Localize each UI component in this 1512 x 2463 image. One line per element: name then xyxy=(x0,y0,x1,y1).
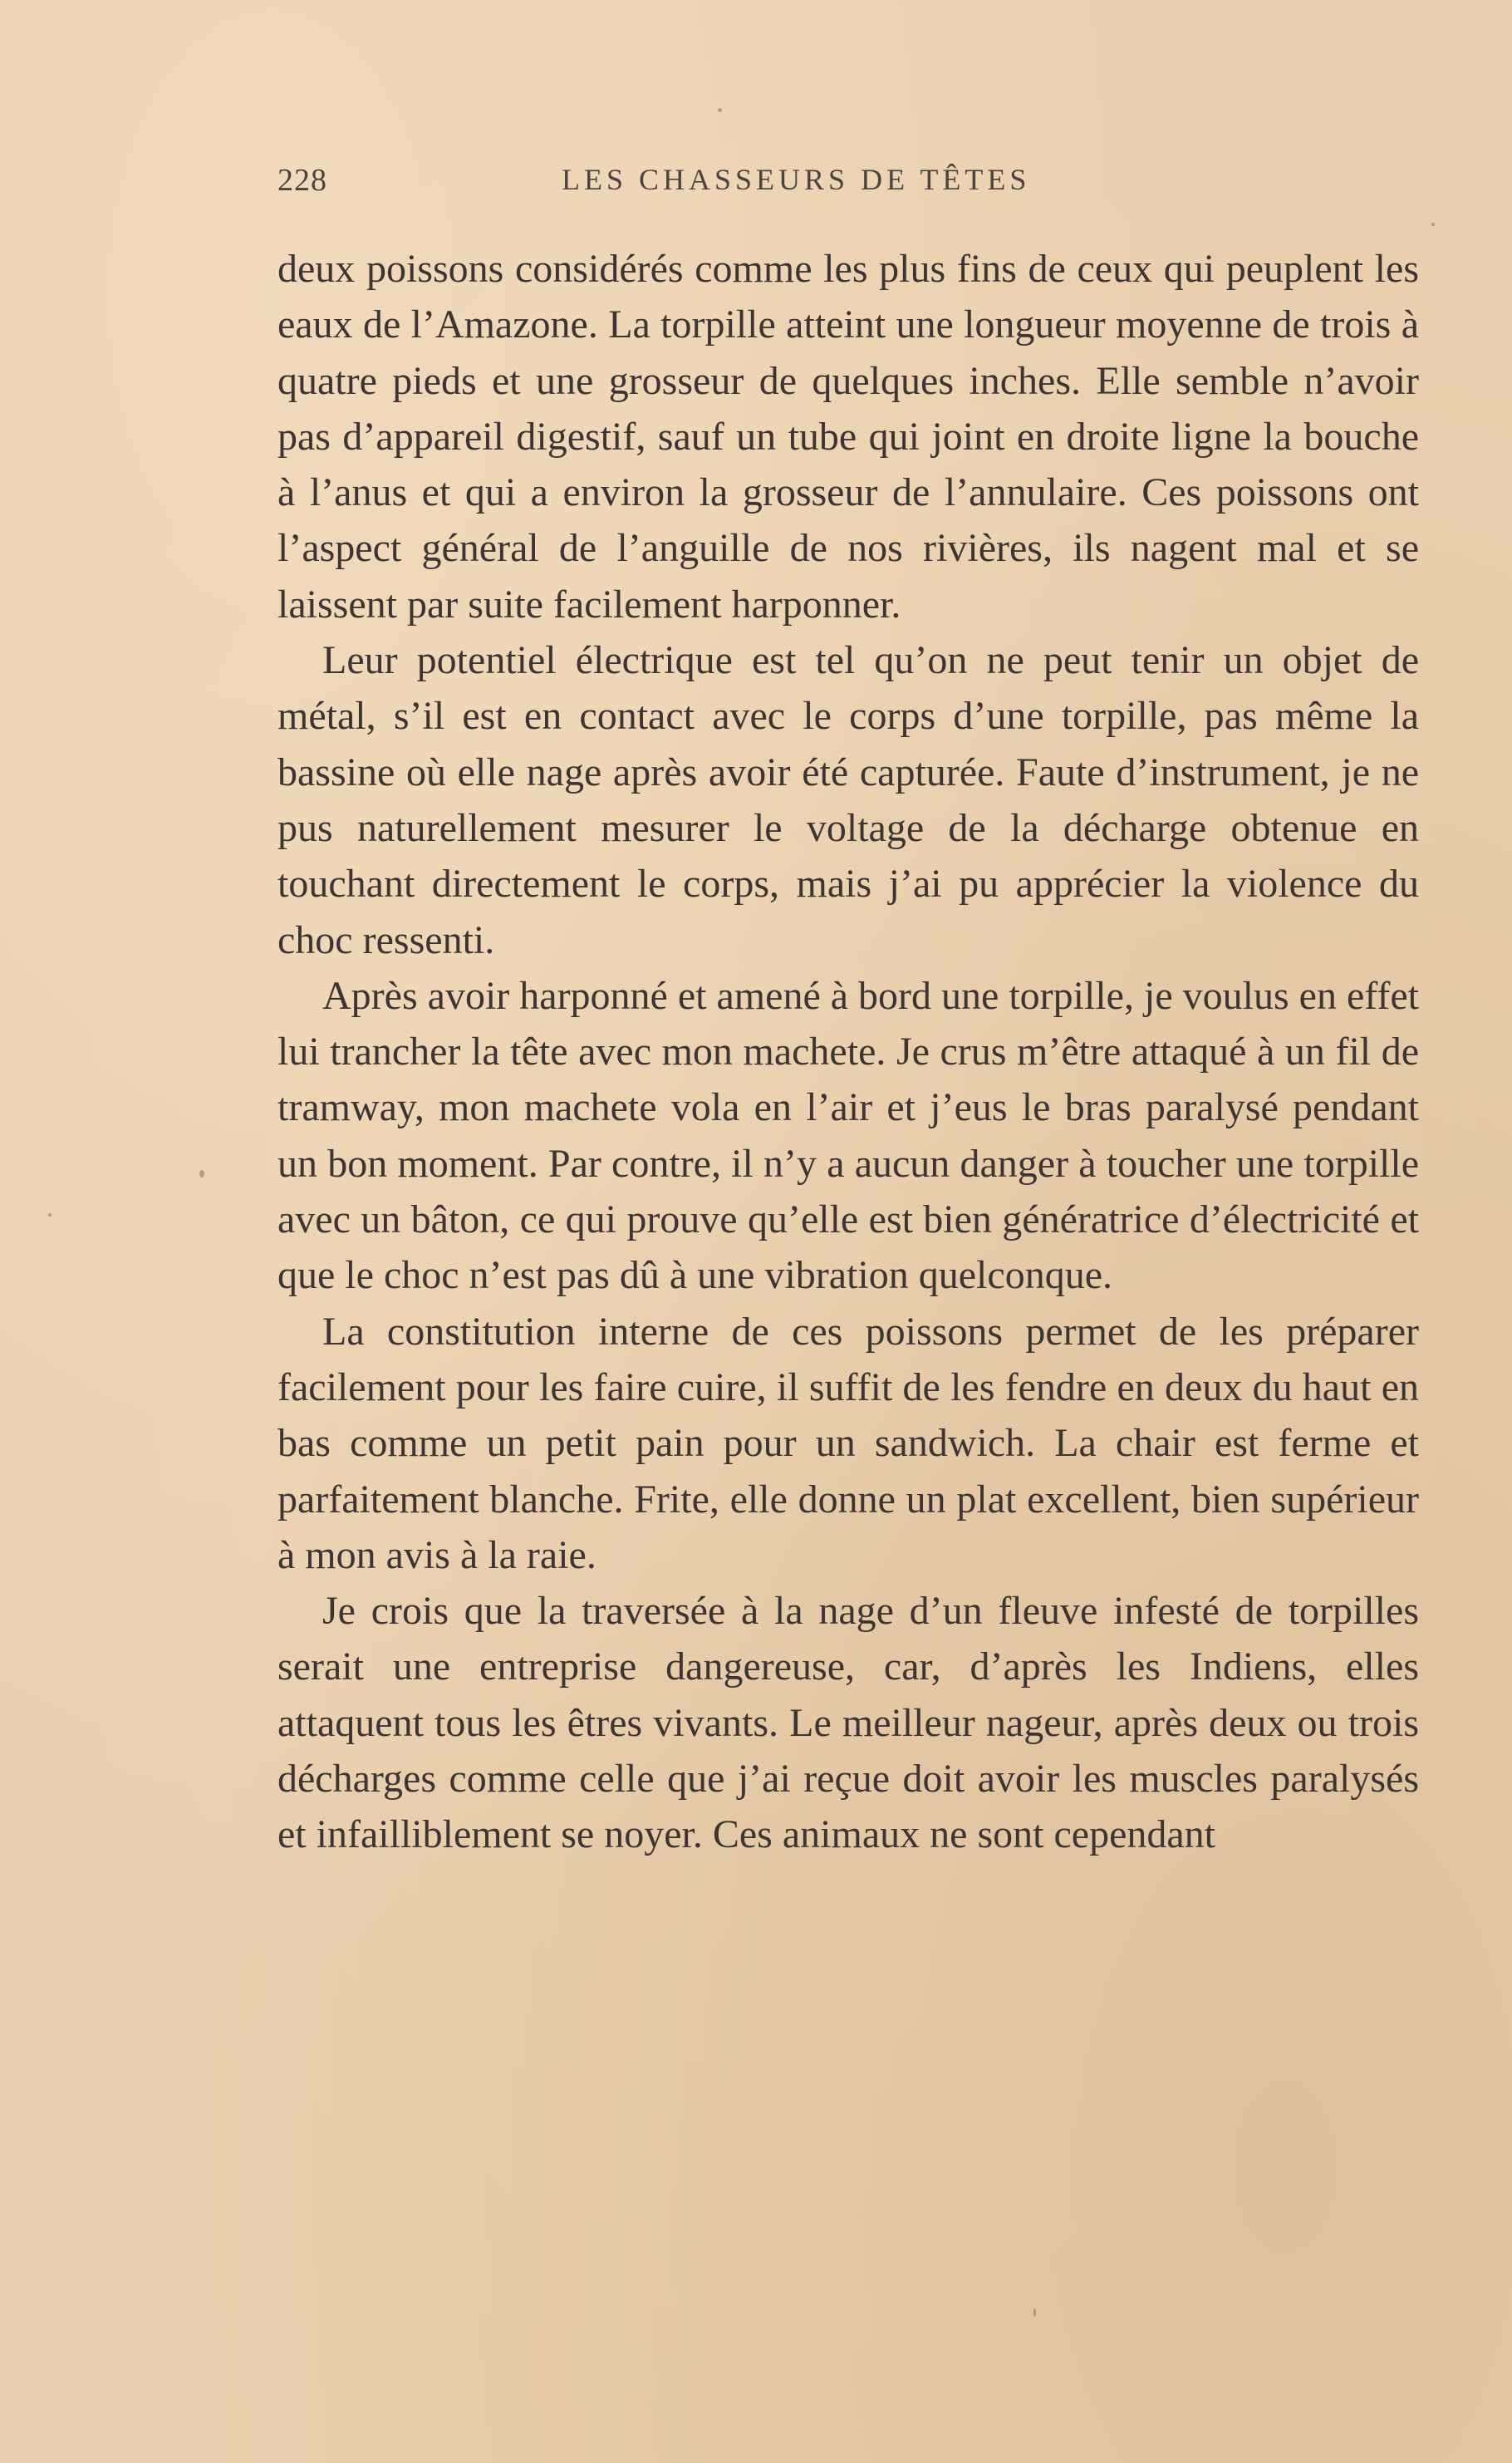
paper-speck xyxy=(48,1213,52,1217)
paragraph-1: deux poissons considérés comme les plus fins de ceux qui peuplent les eaux de l’Amazone. La torpille atteint une longueur moyenne de trois à quatre pieds et une grosseur de quelques inches. Elle semble n’avoir pas d’appareil digestif, sauf un tube qui joint en droite ligne la bouche à l’anus et qui a environ la grosseur de l’annulaire. Ces poissons ont l’aspect général de l’anguille de nos rivières, ils nagent mal et se laissent par suite facilement harponner. xyxy=(277,247,1419,627)
body-text xyxy=(277,241,1419,1863)
paper-speck xyxy=(199,1170,204,1177)
paragraph-3: Après avoir harponné et amené à bord une torpille, je voulus en effet lui trancher la tête avec mon machete. Je crus m’être attaqué à un fil de tramway, mon machete vola en l’air et j’eus le bras paralysé pendant un bon moment. Par contre, il n’y a aucun danger à toucher une torpille avec un bâton, ce qui prouve qu’elle est bien génératrice d’électricité et que le choc n’est pas dû à une vibration quelconque. xyxy=(277,973,1419,1298)
paragraph-5: Je crois que la traversée à la nage d’un fleuve infesté de torpilles serait une entreprise dangereuse, car, d’après les Indiens, elles attaquent tous les êtres vivants. Le meilleur nageur, après deux ou trois décharges comme celle que j’ai reçue doit avoir les muscles paralysés et infailliblement se noyer. Ces animaux ne sont cependant xyxy=(277,1589,1419,1857)
running-title: LES CHASSEURS DE TÊTES xyxy=(562,163,1031,196)
page-number: 228 xyxy=(277,163,327,198)
paper-speck xyxy=(718,108,722,112)
paper-speck xyxy=(1033,2308,1036,2317)
paragraph-4: La constitution interne de ces poissons permet de les préparer facilement pour les faire cuire, il suffit de les fendre en deux du haut en bas comme un petit pain pour un sandwich. La chair est ferme et parfaitement blanche. Frite, elle donne un plat excellent, bien supérieur à mon avis à la raie. xyxy=(277,1309,1419,1577)
running-head xyxy=(277,162,1125,212)
paper-speck xyxy=(1431,223,1435,226)
paragraph-2: Leur potentiel électrique est tel qu’on ne peut tenir un objet de métal, s’il est en contact avec le corps d’une torpille, pas même la bassine où elle nage après avoir été capturée. Faute d’instrument, je ne pus naturellement mesurer le voltage de la décharge obtenue en touchant directement le corps, mais j’ai pu apprécier la violence du choc ressenti. xyxy=(277,638,1419,962)
